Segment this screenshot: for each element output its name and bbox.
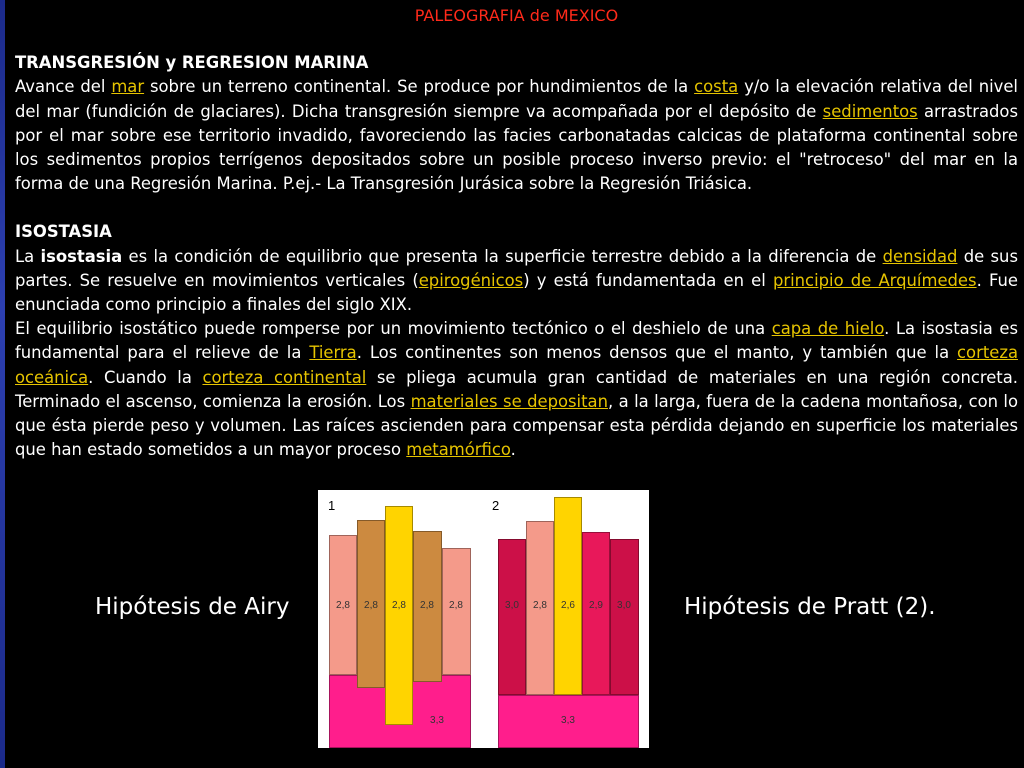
- panel-2-column-3: [554, 497, 582, 695]
- panel-2-density-2: 2,8: [533, 600, 547, 611]
- link-corteza-continental[interactable]: corteza continental: [202, 367, 367, 387]
- text-segment: . Los continentes son menos densos que el manto, y también que la: [356, 343, 958, 363]
- link-densidad[interactable]: densidad: [882, 246, 958, 266]
- panel-1-column-3: [385, 506, 413, 725]
- caption-pratt: Hipótesis de Pratt (2).: [684, 594, 936, 620]
- panel-2-density-1: 3,0: [505, 600, 519, 611]
- left-edge-bar: [0, 0, 5, 768]
- panel-2-column-1: [498, 539, 526, 695]
- link-corteza-oceanica[interactable]: corteza oceánica: [15, 343, 1018, 387]
- panel-1-number: 1: [328, 498, 336, 513]
- paragraph-transgresion: [15, 75, 1018, 196]
- text-segment: ) y está fundamentada en el: [523, 270, 773, 290]
- text-segment: . Fue enunciada como principio a finales del siglo XIX.: [15, 270, 1018, 315]
- panel-1-density-3: 2,8: [392, 600, 406, 611]
- text-segment: Avance del: [15, 77, 112, 97]
- slide-title: PALEOGRAFIA de MEXICO: [414, 6, 619, 25]
- text-segment: arrastrados por el mar sobre ese territorio invadido, favoreciendo las facies carbonatadas calcicas de plataforma continental sobre los sedimentos propios terrígenos depositados sobre un posible proceso inverso previo: el "retroceso" del mar en la forma de una Regresión Marina. P.ej.- La Transgresión Jurásica sobre la Regresión Triásica.: [15, 101, 1018, 194]
- heading-isostasia: ISOSTASIA: [15, 222, 112, 242]
- link-metamorfico[interactable]: metamórfico: [406, 440, 511, 460]
- text-segment: . La isostasia es fundamental para el relieve de la: [15, 319, 1018, 363]
- link-tierra[interactable]: Tierra: [309, 343, 357, 363]
- term-isostasia: isostasia: [40, 246, 123, 266]
- isostasy-figure: [318, 490, 649, 748]
- panel-2-column-4: [582, 532, 610, 695]
- panel-2-density-4: 2,9: [589, 600, 603, 611]
- heading-transgresion: TRANSGRESIÓN y REGRESION MARINA: [15, 53, 369, 73]
- link-sedimentos[interactable]: sedimentos: [822, 101, 918, 121]
- text-segment: y/o la elevación relativa del nivel del mar (fundición de glaciares). Dicha transgresión siempre va acompañada por el depósito de: [15, 77, 1018, 121]
- panel-1-mantle-density: 3,3: [430, 715, 444, 726]
- text-segment: .: [510, 440, 516, 460]
- link-mar[interactable]: mar: [111, 77, 145, 97]
- link-principio-arquimedes[interactable]: principio de Arquímedes: [772, 270, 977, 290]
- panel-1-density-2: 2,8: [364, 600, 378, 611]
- link-materiales-se-depositan[interactable]: materiales se depositan: [410, 391, 608, 411]
- panel-2-density-5: 3,0: [617, 600, 631, 611]
- text-segment: . Cuando la: [88, 367, 203, 387]
- panel-1-density-5: 2,8: [449, 600, 463, 611]
- panel-2-density-3: 2,6: [561, 600, 575, 611]
- text-segment: El equilibrio isostático puede romperse por un movimiento tectónico o el deshielo de una: [15, 319, 772, 339]
- paragraph-isostasia-1: [15, 245, 1018, 318]
- text-segment: , a la larga, fuera de la cadena montañosa, con lo que ésta pierde peso y volumen. Las raíces ascienden para compensar esta pérdida dejando en superficie los materiales que han estado sometidos a un mayor proceso: [15, 391, 1019, 460]
- panel-2-mantle-density: 3,3: [561, 715, 575, 726]
- link-capa-de-hielo[interactable]: capa de hielo: [771, 319, 885, 339]
- panel-1-column-5: [442, 548, 471, 675]
- panel-1-density-1: 2,8: [336, 600, 350, 611]
- panel-2-number: 2: [492, 498, 500, 513]
- text-segment: se pliega acumula gran cantidad de materiales en una región concreta. Terminado el ascenso, comienza la erosión. Los: [15, 367, 1018, 411]
- text-segment: de sus partes. Se resuelve en movimientos verticales (: [15, 246, 1018, 290]
- text-segment: es la condición de equilibrio que presenta la superficie terrestre debido a la diferencia de: [122, 246, 883, 266]
- panel-1-density-4: 2,8: [420, 600, 434, 611]
- panel-2-column-5: [610, 539, 639, 695]
- slide-content: [15, 4, 1018, 462]
- text-segment: La: [15, 246, 41, 266]
- text-segment: sobre un terreno continental. Se produce por hundimientos de la: [144, 77, 695, 97]
- paragraph-isostasia-2: [15, 317, 1018, 462]
- link-costa[interactable]: costa: [694, 77, 739, 97]
- link-epirogenicos[interactable]: epirogénicos: [418, 270, 524, 290]
- caption-airy: Hipótesis de Airy: [95, 594, 290, 620]
